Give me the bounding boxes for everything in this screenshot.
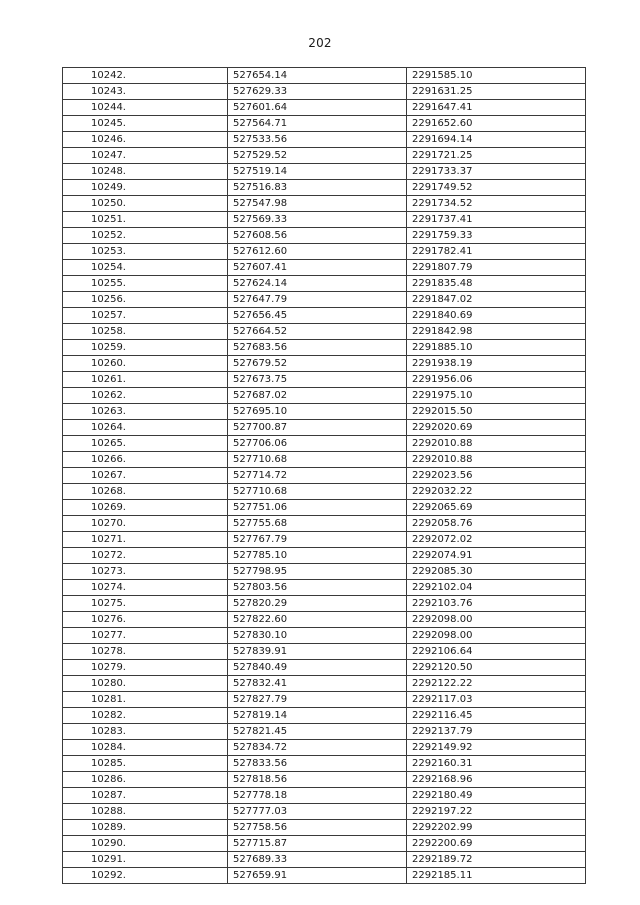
point-number-cell: 10257. xyxy=(63,308,228,324)
table-row xyxy=(63,548,586,564)
table-row xyxy=(63,772,586,788)
x-coordinate-cell: 527656.45 xyxy=(228,308,407,324)
y-coordinate-cell: 2292010.88 xyxy=(407,436,586,452)
y-coordinate-cell: 2292072.02 xyxy=(407,532,586,548)
table-row xyxy=(63,532,586,548)
x-coordinate-cell: 527785.10 xyxy=(228,548,407,564)
table-row xyxy=(63,276,586,292)
y-coordinate-cell: 2292116.45 xyxy=(407,708,586,724)
table-row xyxy=(63,564,586,580)
y-coordinate-cell: 2291652.60 xyxy=(407,116,586,132)
table-row xyxy=(63,820,586,836)
x-coordinate-cell: 527695.10 xyxy=(228,404,407,420)
x-coordinate-cell: 527689.33 xyxy=(228,852,407,868)
y-coordinate-cell: 2291885.10 xyxy=(407,340,586,356)
x-coordinate-cell: 527820.29 xyxy=(228,596,407,612)
x-coordinate-cell: 527516.83 xyxy=(228,180,407,196)
table-row xyxy=(63,100,586,116)
x-coordinate-cell: 527710.68 xyxy=(228,484,407,500)
point-number-cell: 10246. xyxy=(63,132,228,148)
x-coordinate-cell: 527832.41 xyxy=(228,676,407,692)
point-number-cell: 10245. xyxy=(63,116,228,132)
point-number-cell: 10282. xyxy=(63,708,228,724)
table-row xyxy=(63,292,586,308)
table-row xyxy=(63,308,586,324)
y-coordinate-cell: 2291975.10 xyxy=(407,388,586,404)
point-number-cell: 10263. xyxy=(63,404,228,420)
y-coordinate-cell: 2291938.19 xyxy=(407,356,586,372)
x-coordinate-cell: 527569.33 xyxy=(228,212,407,228)
x-coordinate-cell: 527659.91 xyxy=(228,868,407,884)
point-number-cell: 10289. xyxy=(63,820,228,836)
point-number-cell: 10254. xyxy=(63,260,228,276)
point-number-cell: 10264. xyxy=(63,420,228,436)
x-coordinate-cell: 527687.02 xyxy=(228,388,407,404)
y-coordinate-cell: 2292102.04 xyxy=(407,580,586,596)
point-number-cell: 10243. xyxy=(63,84,228,100)
point-number-cell: 10242. xyxy=(63,68,228,84)
point-number-cell: 10284. xyxy=(63,740,228,756)
y-coordinate-cell: 2292117.03 xyxy=(407,692,586,708)
point-number-cell: 10252. xyxy=(63,228,228,244)
point-number-cell: 10273. xyxy=(63,564,228,580)
y-coordinate-cell: 2292085.30 xyxy=(407,564,586,580)
table-row xyxy=(63,788,586,804)
table-row xyxy=(63,116,586,132)
x-coordinate-cell: 527834.72 xyxy=(228,740,407,756)
x-coordinate-cell: 527706.06 xyxy=(228,436,407,452)
table-row xyxy=(63,68,586,84)
table-row xyxy=(63,452,586,468)
table-row xyxy=(63,692,586,708)
table-row xyxy=(63,596,586,612)
y-coordinate-cell: 2292168.96 xyxy=(407,772,586,788)
point-number-cell: 10277. xyxy=(63,628,228,644)
x-coordinate-cell: 527833.56 xyxy=(228,756,407,772)
y-coordinate-cell: 2292122.22 xyxy=(407,676,586,692)
x-coordinate-cell: 527608.56 xyxy=(228,228,407,244)
table-row xyxy=(63,340,586,356)
x-coordinate-cell: 527519.14 xyxy=(228,164,407,180)
table-row xyxy=(63,132,586,148)
table-row xyxy=(63,164,586,180)
table-row xyxy=(63,244,586,260)
x-coordinate-cell: 527821.45 xyxy=(228,724,407,740)
x-coordinate-cell: 527607.41 xyxy=(228,260,407,276)
table-row xyxy=(63,484,586,500)
y-coordinate-cell: 2292197.22 xyxy=(407,804,586,820)
y-coordinate-cell: 2292103.76 xyxy=(407,596,586,612)
point-number-cell: 10270. xyxy=(63,516,228,532)
y-coordinate-cell: 2291842.98 xyxy=(407,324,586,340)
point-number-cell: 10248. xyxy=(63,164,228,180)
point-number-cell: 10249. xyxy=(63,180,228,196)
table-row xyxy=(63,628,586,644)
table-row xyxy=(63,708,586,724)
table-row xyxy=(63,260,586,276)
y-coordinate-cell: 2291956.06 xyxy=(407,372,586,388)
point-number-cell: 10244. xyxy=(63,100,228,116)
table-row xyxy=(63,372,586,388)
point-number-cell: 10255. xyxy=(63,276,228,292)
y-coordinate-cell: 2292189.72 xyxy=(407,852,586,868)
x-coordinate-cell: 527758.56 xyxy=(228,820,407,836)
y-coordinate-cell: 2291807.79 xyxy=(407,260,586,276)
x-coordinate-cell: 527664.52 xyxy=(228,324,407,340)
x-coordinate-cell: 527822.60 xyxy=(228,612,407,628)
y-coordinate-cell: 2291759.33 xyxy=(407,228,586,244)
y-coordinate-cell: 2291749.52 xyxy=(407,180,586,196)
table-row xyxy=(63,196,586,212)
point-number-cell: 10275. xyxy=(63,596,228,612)
y-coordinate-cell: 2292065.69 xyxy=(407,500,586,516)
table-row xyxy=(63,516,586,532)
x-coordinate-cell: 527818.56 xyxy=(228,772,407,788)
point-number-cell: 10265. xyxy=(63,436,228,452)
point-number-cell: 10271. xyxy=(63,532,228,548)
point-number-cell: 10278. xyxy=(63,644,228,660)
y-coordinate-cell: 2291585.10 xyxy=(407,68,586,84)
x-coordinate-cell: 527679.52 xyxy=(228,356,407,372)
x-coordinate-cell: 527751.06 xyxy=(228,500,407,516)
y-coordinate-cell: 2291840.69 xyxy=(407,308,586,324)
y-coordinate-cell: 2292058.76 xyxy=(407,516,586,532)
x-coordinate-cell: 527683.56 xyxy=(228,340,407,356)
point-number-cell: 10287. xyxy=(63,788,228,804)
y-coordinate-cell: 2291835.48 xyxy=(407,276,586,292)
table-row xyxy=(63,148,586,164)
point-number-cell: 10286. xyxy=(63,772,228,788)
y-coordinate-cell: 2292106.64 xyxy=(407,644,586,660)
table-row xyxy=(63,212,586,228)
table-row xyxy=(63,356,586,372)
y-coordinate-cell: 2291734.52 xyxy=(407,196,586,212)
y-coordinate-cell: 2292180.49 xyxy=(407,788,586,804)
table-row xyxy=(63,644,586,660)
y-coordinate-cell: 2292074.91 xyxy=(407,548,586,564)
point-number-cell: 10272. xyxy=(63,548,228,564)
y-coordinate-cell: 2292098.00 xyxy=(407,612,586,628)
x-coordinate-cell: 527767.79 xyxy=(228,532,407,548)
x-coordinate-cell: 527601.64 xyxy=(228,100,407,116)
x-coordinate-cell: 527533.56 xyxy=(228,132,407,148)
x-coordinate-cell: 527715.87 xyxy=(228,836,407,852)
y-coordinate-cell: 2291631.25 xyxy=(407,84,586,100)
x-coordinate-cell: 527798.95 xyxy=(228,564,407,580)
y-coordinate-cell: 2291737.41 xyxy=(407,212,586,228)
point-number-cell: 10279. xyxy=(63,660,228,676)
table-row xyxy=(63,804,586,820)
point-number-cell: 10283. xyxy=(63,724,228,740)
y-coordinate-cell: 2292149.92 xyxy=(407,740,586,756)
point-number-cell: 10290. xyxy=(63,836,228,852)
point-number-cell: 10288. xyxy=(63,804,228,820)
y-coordinate-cell: 2291647.41 xyxy=(407,100,586,116)
y-coordinate-cell: 2291694.14 xyxy=(407,132,586,148)
point-number-cell: 10258. xyxy=(63,324,228,340)
table-row xyxy=(63,180,586,196)
point-number-cell: 10268. xyxy=(63,484,228,500)
y-coordinate-cell: 2291847.02 xyxy=(407,292,586,308)
x-coordinate-cell: 527654.14 xyxy=(228,68,407,84)
x-coordinate-cell: 527673.75 xyxy=(228,372,407,388)
table-row xyxy=(63,612,586,628)
y-coordinate-cell: 2292010.88 xyxy=(407,452,586,468)
x-coordinate-cell: 527830.10 xyxy=(228,628,407,644)
table-row xyxy=(63,500,586,516)
point-number-cell: 10281. xyxy=(63,692,228,708)
point-number-cell: 10291. xyxy=(63,852,228,868)
table-row xyxy=(63,724,586,740)
point-number-cell: 10285. xyxy=(63,756,228,772)
table-row xyxy=(63,756,586,772)
point-number-cell: 10250. xyxy=(63,196,228,212)
coordinates-table-body xyxy=(63,68,586,884)
table-row xyxy=(63,388,586,404)
x-coordinate-cell: 527629.33 xyxy=(228,84,407,100)
y-coordinate-cell: 2292032.22 xyxy=(407,484,586,500)
table-row xyxy=(63,836,586,852)
y-coordinate-cell: 2291782.41 xyxy=(407,244,586,260)
x-coordinate-cell: 527714.72 xyxy=(228,468,407,484)
x-coordinate-cell: 527840.49 xyxy=(228,660,407,676)
y-coordinate-cell: 2292137.79 xyxy=(407,724,586,740)
point-number-cell: 10274. xyxy=(63,580,228,596)
x-coordinate-cell: 527777.03 xyxy=(228,804,407,820)
x-coordinate-cell: 527647.79 xyxy=(228,292,407,308)
x-coordinate-cell: 527778.18 xyxy=(228,788,407,804)
x-coordinate-cell: 527710.68 xyxy=(228,452,407,468)
table-row xyxy=(63,404,586,420)
y-coordinate-cell: 2292020.69 xyxy=(407,420,586,436)
point-number-cell: 10262. xyxy=(63,388,228,404)
y-coordinate-cell: 2292185.11 xyxy=(407,868,586,884)
table-row xyxy=(63,580,586,596)
point-number-cell: 10261. xyxy=(63,372,228,388)
x-coordinate-cell: 527755.68 xyxy=(228,516,407,532)
y-coordinate-cell: 2292160.31 xyxy=(407,756,586,772)
table-row xyxy=(63,436,586,452)
point-number-cell: 10267. xyxy=(63,468,228,484)
y-coordinate-cell: 2292120.50 xyxy=(407,660,586,676)
table-row xyxy=(63,324,586,340)
x-coordinate-cell: 527819.14 xyxy=(228,708,407,724)
x-coordinate-cell: 527827.79 xyxy=(228,692,407,708)
y-coordinate-cell: 2292200.69 xyxy=(407,836,586,852)
x-coordinate-cell: 527529.52 xyxy=(228,148,407,164)
point-number-cell: 10292. xyxy=(63,868,228,884)
point-number-cell: 10266. xyxy=(63,452,228,468)
point-number-cell: 10276. xyxy=(63,612,228,628)
y-coordinate-cell: 2291721.25 xyxy=(407,148,586,164)
point-number-cell: 10247. xyxy=(63,148,228,164)
y-coordinate-cell: 2291733.37 xyxy=(407,164,586,180)
point-number-cell: 10256. xyxy=(63,292,228,308)
point-number-cell: 10251. xyxy=(63,212,228,228)
point-number-cell: 10280. xyxy=(63,676,228,692)
x-coordinate-cell: 527624.14 xyxy=(228,276,407,292)
table-row xyxy=(63,676,586,692)
x-coordinate-cell: 527700.87 xyxy=(228,420,407,436)
table-row xyxy=(63,852,586,868)
table-row xyxy=(63,868,586,884)
x-coordinate-cell: 527839.91 xyxy=(228,644,407,660)
x-coordinate-cell: 527547.98 xyxy=(228,196,407,212)
y-coordinate-cell: 2292015.50 xyxy=(407,404,586,420)
table-row xyxy=(63,468,586,484)
point-number-cell: 10269. xyxy=(63,500,228,516)
table-row xyxy=(63,228,586,244)
table-row xyxy=(63,420,586,436)
table-row xyxy=(63,84,586,100)
point-number-cell: 10259. xyxy=(63,340,228,356)
table-row xyxy=(63,740,586,756)
x-coordinate-cell: 527803.56 xyxy=(228,580,407,596)
coordinates-table xyxy=(62,67,586,884)
point-number-cell: 10260. xyxy=(63,356,228,372)
table-row xyxy=(63,660,586,676)
x-coordinate-cell: 527564.71 xyxy=(228,116,407,132)
page-number: 202 xyxy=(308,36,332,50)
y-coordinate-cell: 2292202.99 xyxy=(407,820,586,836)
y-coordinate-cell: 2292023.56 xyxy=(407,468,586,484)
y-coordinate-cell: 2292098.00 xyxy=(407,628,586,644)
x-coordinate-cell: 527612.60 xyxy=(228,244,407,260)
point-number-cell: 10253. xyxy=(63,244,228,260)
